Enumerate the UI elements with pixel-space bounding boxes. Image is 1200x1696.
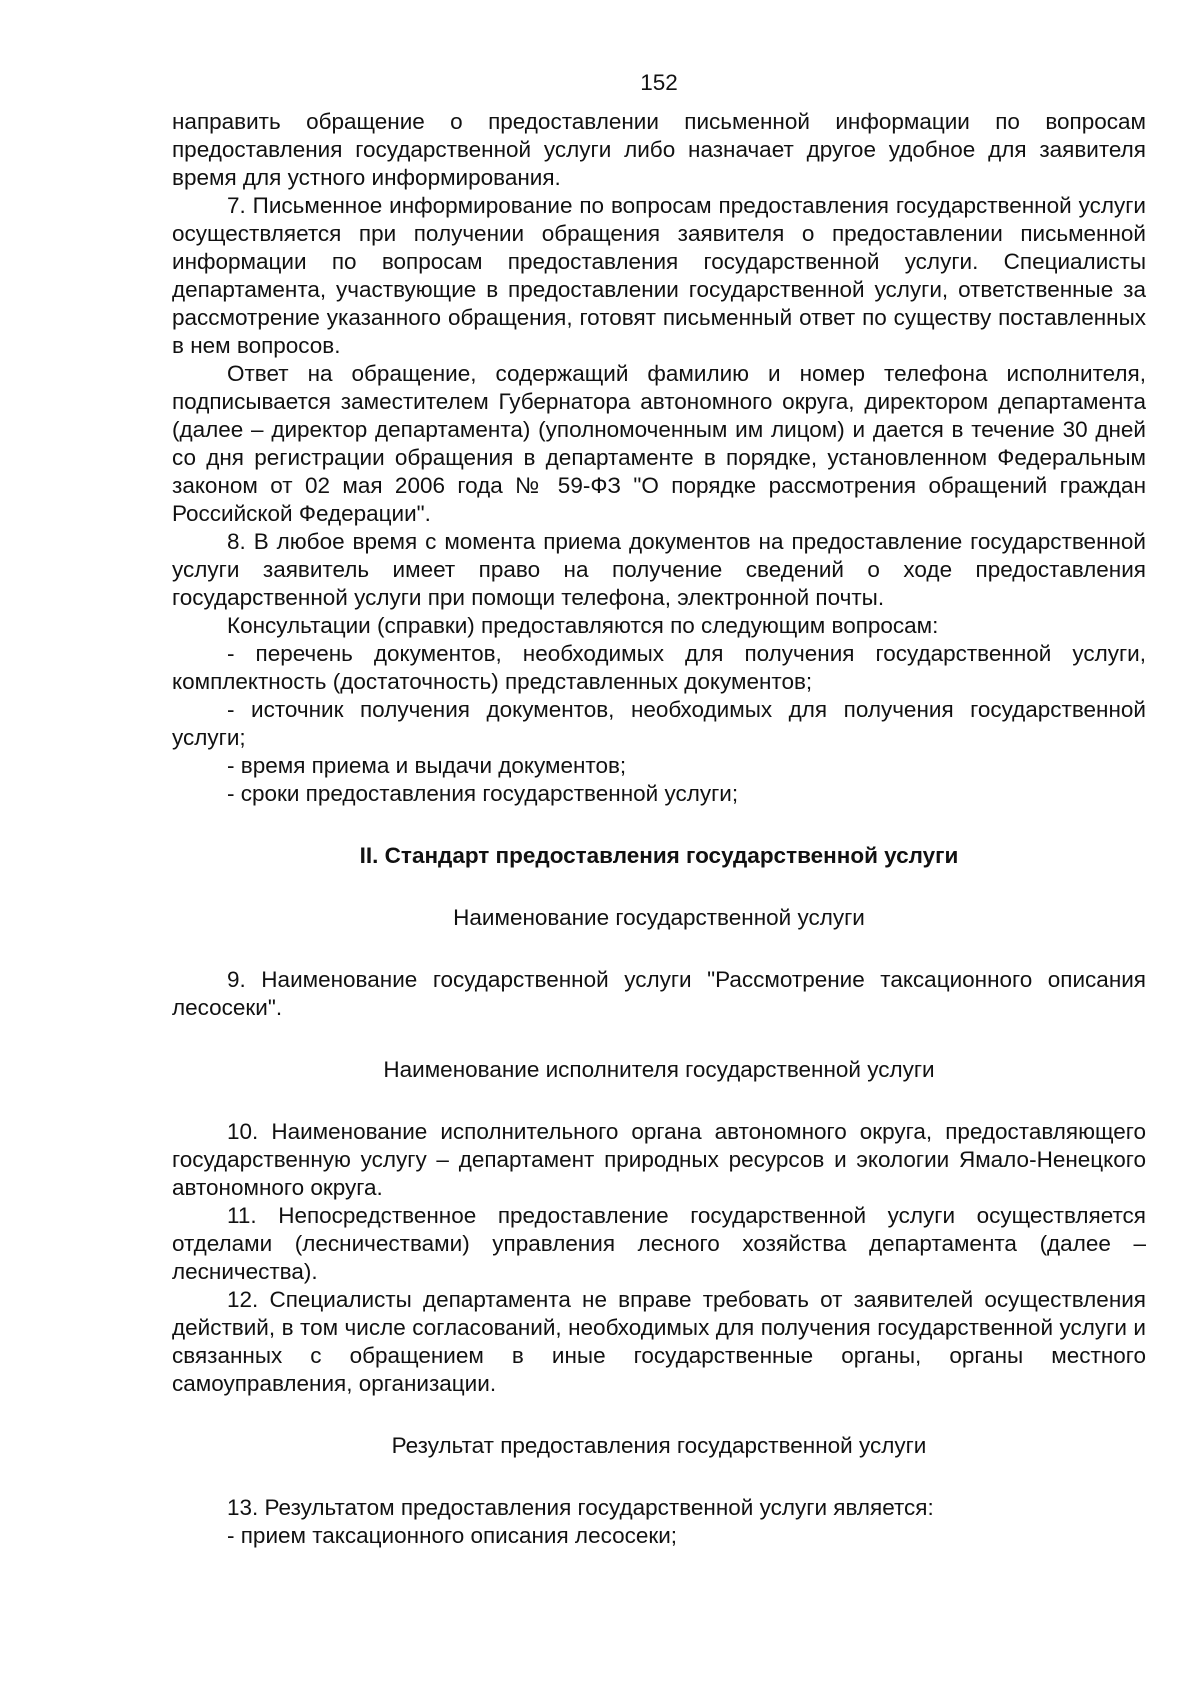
subheading-service-name: Наименование государственной услуги xyxy=(453,905,865,930)
paragraph-item-9: 9. Наименование государственной услуги "Рассмотрение таксационного описания лесосеки". xyxy=(172,967,1146,1020)
paragraph-consultations: Консультации (справки) предоставляются по следующим вопросам: xyxy=(227,613,939,638)
subheading-executor-name: Наименование исполнителя государственной услуги xyxy=(383,1057,935,1082)
list-item-documents: - перечень документов, необходимых для получения государственной услуги, комплектность (достаточность) представленных документов; xyxy=(172,641,1146,694)
list-item-terms: - сроки предоставления государственной услуги; xyxy=(227,781,739,806)
paragraph-item-10: 10. Наименование исполнительного органа автономного округа, предоставляющего государственную услугу – департамент природных ресурсов и экологии Ямало-Ненецкого автономного округа. xyxy=(172,1119,1146,1200)
list-item-time: - время приема и выдачи документов; xyxy=(227,753,627,778)
list-item-reception: - прием таксационного описания лесосеки; xyxy=(227,1523,678,1548)
subheading-result: Результат предоставления государственной услуги xyxy=(391,1433,927,1458)
paragraph-item-12: 12. Специалисты департамента не вправе требовать от заявителей осуществления действий, в том числе согласований, необходимых для получения государственной услуги и связанных с обращением в иные государственные органы, органы местного самоуправления, организации. xyxy=(172,1287,1146,1396)
paragraph-item-7: 7. Письменное информирование по вопросам предоставления государственной услуги осуществляется при получении обращения заявителя о предоставлении письменной информации по вопросам предоставления государственной услуги. Специалисты департамента, участвующие в предоставлении государственной услуги, ответственные за рассмотрение указанного обращения, готовят письменный ответ по существу поставленных в нем вопросов. xyxy=(172,193,1146,358)
section-title: II. Стандарт предоставления государственной услуги xyxy=(359,843,959,868)
paragraph-item-8: 8. В любое время с момента приема документов на предоставление государственной услуги заявитель имеет право на получение сведений о ходе предоставления государственной услуги при помощи телефона, электронной почты. xyxy=(172,529,1146,610)
paragraph-item-11: 11. Непосредственное предоставление государственной услуги осуществляется отделами (лесничествами) управления лесного хозяйства департамента (далее – лесничества). xyxy=(172,1203,1146,1284)
paragraph-item-13: 13. Результатом предоставления государственной услуги является: xyxy=(227,1495,934,1520)
paragraph-continuation: направить обращение о предоставлении письменной информации по вопросам предоставления государственной услуги либо назначает другое удобное для заявителя время для устного информирования. xyxy=(172,109,1146,190)
page-number: 152 xyxy=(640,70,678,95)
paragraph-answer-signing: Ответ на обращение, содержащий фамилию и номер телефона исполнителя, подписывается заместителем Губернатора автономного округа, директором департамента (далее – директор департамента) (уполномоченным им лицом) и дается в течение 30 дней со дня регистрации обращения в департаменте в порядке, установленном Федеральным законом от 02 мая 2006 года № 59-ФЗ "О порядке рассмотрения обращений граждан Российской Федерации". xyxy=(172,361,1146,526)
list-item-source: - источник получения документов, необходимых для получения государственной услуги; xyxy=(172,697,1146,750)
document-page xyxy=(172,66,1146,1550)
